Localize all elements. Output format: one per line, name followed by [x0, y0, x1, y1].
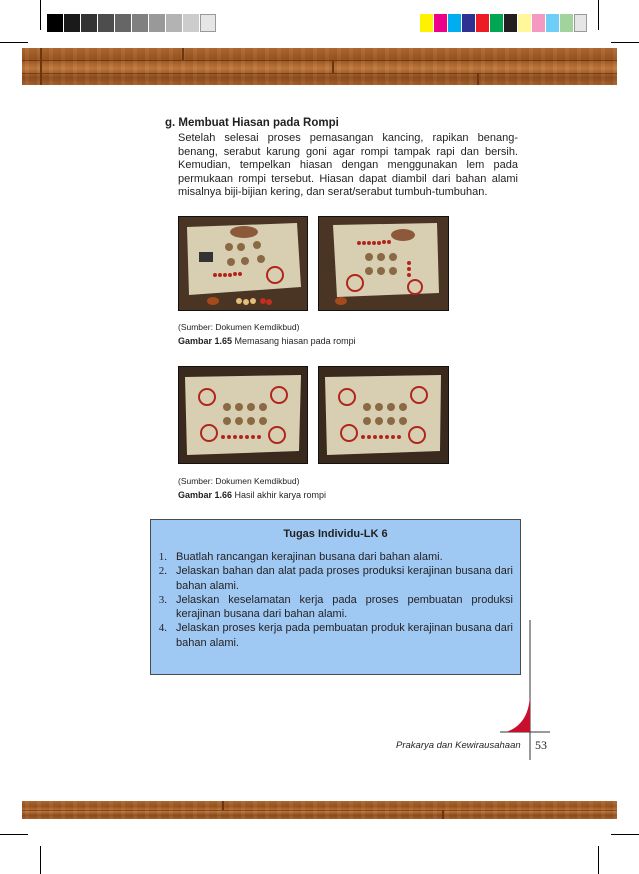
section-paragraph: Setelah selesai proses pemasangan kancing, rapikan benang-benang, serabut karung goni agar rompi tampak rapi dan bersih. Kemudian, tempelkan hiasan dengan menggunakan lem pada permukaan rompi tersebut. Hiasan dapat diambil dari bahan alami misalnya biji-bijian kering, dan serat/serabut tumbuh-tumbuhan. [178, 132, 518, 199]
page-number: 53 [535, 738, 547, 752]
photo-attaching-decoration-2 [318, 216, 449, 311]
photo-attaching-decoration-1 [178, 216, 308, 311]
figure-1-65-caption [178, 336, 356, 346]
book-title: Prakarya dan Kewirausahaan [396, 740, 521, 751]
task-item-number: 4. [158, 622, 167, 635]
task-item [151, 564, 513, 593]
task-item-text: Jelaskan bahan dan alat pada proses produksi kerajinan busana dari bahan alami. [176, 565, 513, 592]
figure-1-66-text: Hasil akhir karya rompi [232, 490, 327, 500]
photo-final-vest-2 [318, 366, 449, 464]
task-box [150, 519, 521, 675]
wood-footer-banner [22, 801, 617, 819]
figure-1-65-source: (Sumber: Dokumen Kemdikbud) [178, 322, 300, 332]
figure-1-65-text: Memasang hiasan pada rompi [232, 336, 356, 346]
figure-1-65-label: Gambar 1.65 [178, 336, 233, 346]
task-item-number: 2. [158, 565, 167, 578]
task-item-text: Buatlah rancangan kerajinan busana dari bahan alami. [176, 551, 443, 563]
wood-header-banner [22, 48, 617, 85]
figure-1-66-label: Gambar 1.66 [178, 490, 233, 500]
section-heading: g. Membuat Hiasan pada Rompi [165, 117, 339, 129]
task-title: Tugas Individu-LK 6 [283, 528, 388, 540]
task-item-text: Jelaskan proses kerja pada pembuatan produk kerajinan busana dari bahan alami. [176, 622, 513, 649]
task-item-text: Jelaskan keselamatan kerja pada proses pembuatan produksi kerajinan busana dari bahan alami. [176, 593, 513, 621]
figure-1-66-source: (Sumber: Dokumen Kemdikbud) [178, 476, 300, 486]
task-item [151, 621, 513, 650]
photo-final-vest-1 [178, 366, 308, 464]
task-item [151, 550, 513, 564]
task-item [151, 593, 513, 622]
figure-1-66-caption [178, 490, 326, 500]
task-item-number: 1. [158, 551, 167, 563]
task-list [151, 550, 513, 650]
task-item-number: 3. [158, 593, 167, 606]
